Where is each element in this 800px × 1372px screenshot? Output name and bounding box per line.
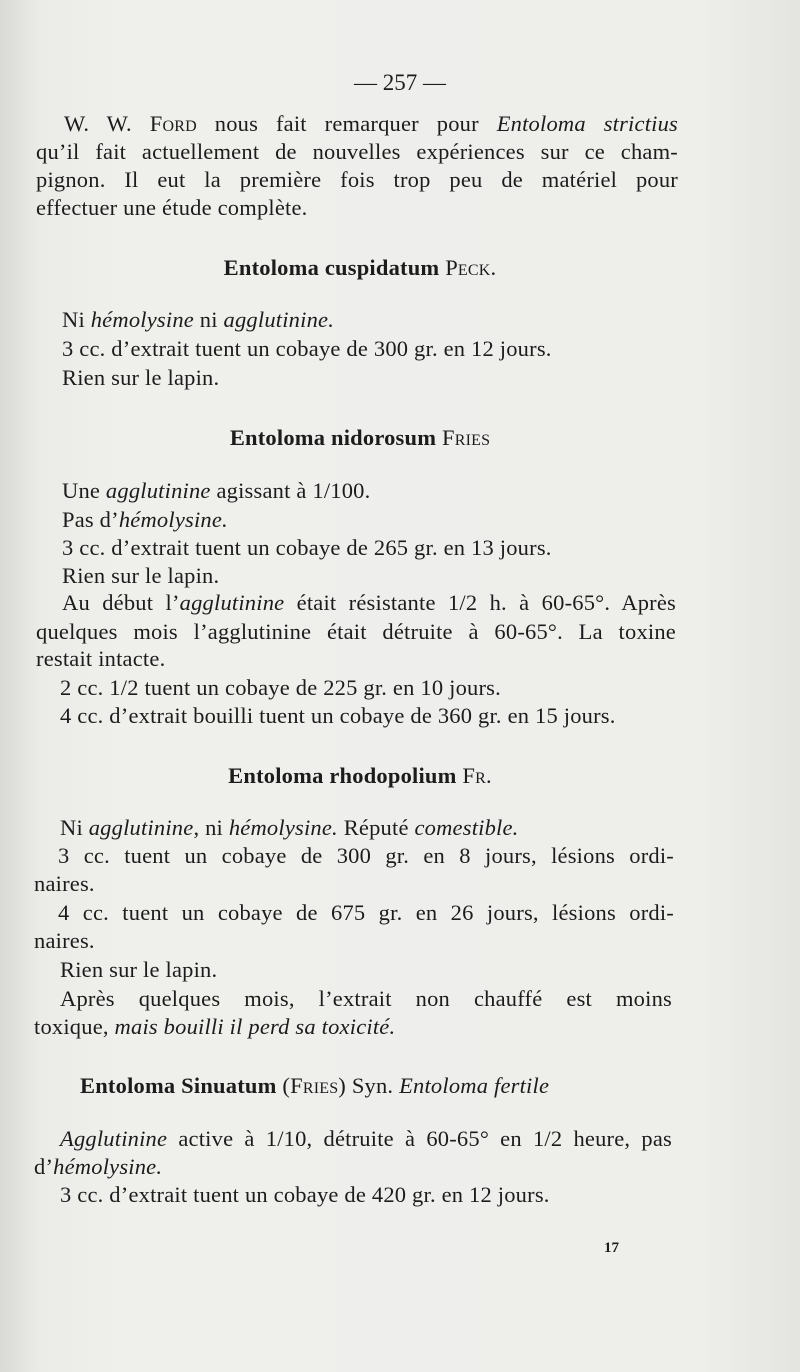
rhodopolium-line-6: Rien sur le lapin. <box>60 957 218 982</box>
cuspidatum-line-2: 3 cc. d’extrait tuent un cobaye de 300 gr. en 12 jours. <box>62 336 552 361</box>
heading-cuspidatum: Entoloma cuspidatum Peck. <box>223 255 497 280</box>
ford-line-2: qu’il fait actuellement de nouvelles expériences sur ce cham- <box>36 139 678 164</box>
rhodopolium-line-1: Ni agglutinine, ni hémolysine. Réputé comestible. <box>60 815 519 840</box>
heading-rhodopolium: Entoloma rhodopolium Fr. <box>228 763 492 788</box>
sinuatum-line-1: Agglutinine active à 1/10, détruite à 60-65° en 1/2 heure, pas <box>60 1126 672 1151</box>
sinuatum-line-3: 3 cc. d’extrait tuent un cobaye de 420 gr. en 12 jours. <box>60 1182 550 1207</box>
heading-nidorosum: Entoloma nidorosum Fries <box>229 425 491 450</box>
nidorosum-line-6: quelques mois l’agglutinine était détruite à 60-65°. La toxine <box>36 619 676 644</box>
rhodopolium-line-3: naires. <box>34 871 95 896</box>
nidorosum-line-3: 3 cc. d’extrait tuent un cobaye de 265 gr. en 13 jours. <box>62 535 552 560</box>
nidorosum-line-8: 2 cc. 1/2 tuent un cobaye de 225 gr. en 10 jours. <box>60 675 501 700</box>
rhodopolium-line-8: toxique, mais bouilli il perd sa toxicité. <box>34 1014 396 1039</box>
cuspidatum-line-1: Ni hémolysine ni agglutinine. <box>62 307 335 332</box>
cuspidatum-line-3: Rien sur le lapin. <box>62 365 220 390</box>
rhodopolium-line-4: 4 cc. tuent un cobaye de 675 gr. en 26 jours, lésions ordi- <box>58 900 674 925</box>
ford-line-4: effectuer une étude complète. <box>36 195 308 220</box>
nidorosum-line-2: Pas d’hémolysine. <box>62 507 228 532</box>
heading-sinuatum: Entoloma Sinuatum (Fries) Syn. Entoloma fertile <box>80 1073 550 1098</box>
rhodopolium-line-7: Après quelques mois, l’extrait non chauffé est moins <box>60 986 672 1011</box>
rhodopolium-line-2: 3 cc. tuent un cobaye de 300 gr. en 8 jours, lésions ordi- <box>58 843 674 868</box>
sinuatum-line-2: d’hémolysine. <box>34 1154 163 1179</box>
nidorosum-line-9: 4 cc. d’extrait bouilli tuent un cobaye de 360 gr. en 15 jours. <box>60 703 616 728</box>
page-number: — 257 — <box>354 70 446 95</box>
ford-line-3: pignon. Il eut la première fois trop peu de matériel pour <box>36 167 678 192</box>
nidorosum-line-1: Une agglutinine agissant à 1/100. <box>62 478 371 503</box>
rhodopolium-line-5: naires. <box>34 928 95 953</box>
nidorosum-line-4: Rien sur le lapin. <box>62 563 220 588</box>
nidorosum-line-5: Au début l’agglutinine était résistante 1/2 h. à 60-65°. Après <box>62 590 676 615</box>
nidorosum-line-7: restait intacte. <box>36 646 166 671</box>
ford-line-1: W. W. Ford nous fait remarquer pour Entoloma strictius <box>64 111 678 136</box>
signature-mark: 17 <box>604 1240 619 1256</box>
